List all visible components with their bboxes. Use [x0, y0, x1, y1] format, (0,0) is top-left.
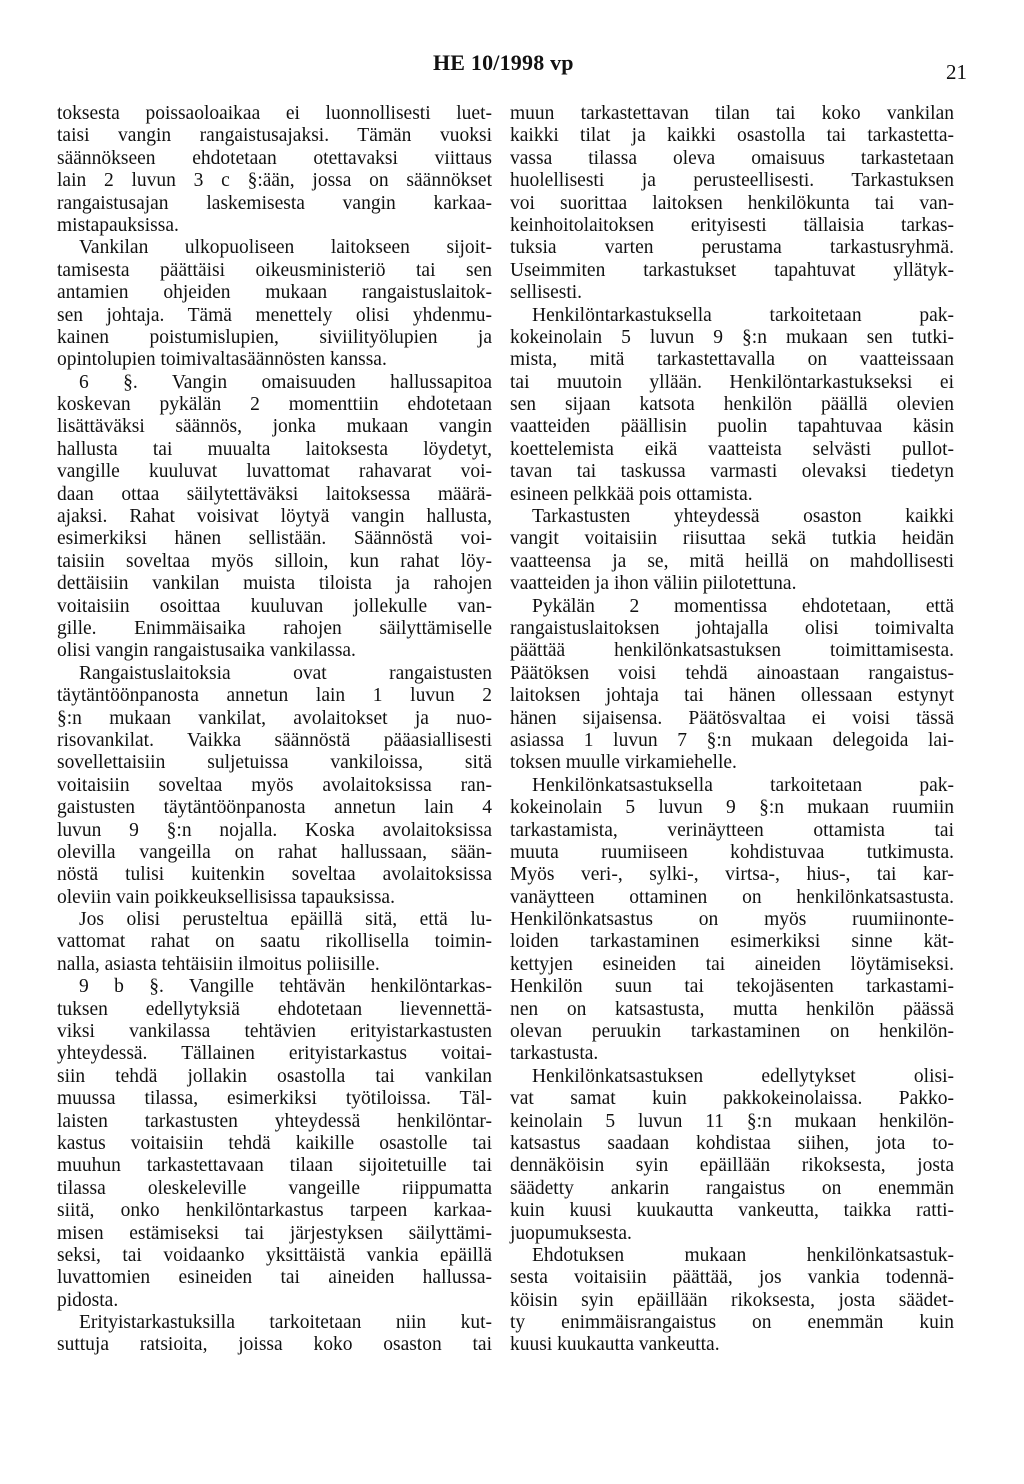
- text-line: tai muutoin yllään. Henkilöntarkastukseksi ei: [510, 371, 954, 393]
- text-line: vassa tilassa oleva omaisuus tarkastetaan: [510, 147, 954, 169]
- text-line: tarkastamista, verinäytteen ottamista tai: [510, 819, 954, 841]
- text-line: voitaisiin osoittaa kuuluvan jollekulle van-: [57, 595, 492, 617]
- text-line: Henkilönkatsastuksen edellytykset olisi-: [532, 1065, 954, 1087]
- page-number: 21: [946, 60, 967, 84]
- text-line: tamisesta päättäisi oikeusministeriö tai sen: [57, 259, 492, 281]
- text-line: Erityistarkastuksilla tarkoitetaan niin kut-: [79, 1312, 492, 1334]
- text-line: daan ottaa säilytettäväksi laitoksessa määrä-: [57, 483, 492, 505]
- text-line: olevilla vangeilla on rahat hallussaan, sään-: [57, 841, 492, 863]
- text-line: sen johtaja. Tämä menettely olisi yhdenmu-: [57, 304, 492, 326]
- text-line: Vankilan ulkopuoliseen laitokseen sijoit-: [79, 237, 492, 259]
- text-line: seksi, tai voidaanko yksittäistä vankia epäillä: [57, 1244, 492, 1266]
- text-line: rangaistusajan laskemisesta vangin karkaa-: [57, 192, 492, 214]
- text-line: juopumuksesta.: [510, 1222, 632, 1244]
- text-line: Henkilönkatsastuksella tarkoitetaan pak-: [532, 774, 954, 796]
- text-line: toksesta poissaoloaikaa ei luonnollisesti luet-: [57, 103, 492, 124]
- text-line: kaikki tilat ja kaikki osastolla tai tarkastetta-: [510, 125, 954, 147]
- text-line: kuin kuusi kuukautta vankeutta, taikka ratti-: [510, 1200, 954, 1222]
- text-line: mista, mitä tarkastettavalla on vaatteissaan: [510, 349, 954, 371]
- text-line: siin tehdä jollakin osastolla tai vankilan: [57, 1065, 492, 1087]
- text-line: pidosta.: [57, 1289, 119, 1311]
- page-header-title: HE 10/1998 vp: [433, 50, 574, 75]
- text-line: tuksen edellytyksiä ehdotetaan lievennettä-: [57, 998, 492, 1020]
- text-line: 6 §. Vangin omaisuuden hallussapitoa: [79, 371, 492, 393]
- text-line: Tarkastusten yhteydessä osaston kaikki: [532, 506, 954, 528]
- text-line: lisättäväksi säännös, jonka mukaan vangin: [57, 416, 492, 438]
- text-line: rangaistuslaitoksen johtajalla olisi toimivalta: [510, 617, 954, 639]
- text-line: toksen muulle virkamiehelle.: [510, 752, 737, 774]
- text-line: risovankilat. Vaikka säännöstä pääasiallisesti: [57, 729, 492, 751]
- text-line: Henkilöntarkastuksella tarkoitetaan pak-: [532, 304, 954, 326]
- text-line: katsastus saadaan kohdistaa siihen, jota to-: [510, 1132, 954, 1154]
- text-line: vangit voitaisiin riisuttaa sekä tutkia heidän: [510, 528, 954, 550]
- text-line: kainen poistumislupien, siviilityölupien ja: [57, 326, 492, 348]
- text-line: yhteydessä. Tällainen erityistarkastus voitai-: [57, 1043, 492, 1065]
- text-line: Ehdotuksen mukaan henkilönkatsastuk-: [532, 1244, 954, 1266]
- text-line: olevan peruukin tarkastaminen on henkilön-: [510, 1021, 954, 1043]
- text-line: tuksia varten perustama tarkastusryhmä.: [510, 237, 954, 259]
- text-line: tilassa oleskeleville vangeille riippumatta: [57, 1177, 492, 1199]
- text-line: olisi vangin rangaistusaika vankilassa.: [57, 640, 356, 662]
- text-line: keinolain 5 luvun 11 §:n mukaan henkilön-: [510, 1110, 954, 1132]
- text-line: tavan tai taskussa varmasti olevaksi tiedetyn: [510, 461, 954, 483]
- text-line: dettäisiin vankilan muista tiloista ja rahojen: [57, 573, 492, 595]
- text-line: tarkastusta.: [510, 1043, 599, 1065]
- text-line: antamien ohjeiden mukaan rangaistuslaitok-: [57, 282, 492, 304]
- text-line: loiden tarkastaminen esimerkiksi sinne kät-: [510, 931, 954, 953]
- text-line: Rangaistuslaitoksia ovat rangaistusten: [79, 662, 492, 684]
- text-line: voi suorittaa laitoksen henkilökunta tai van-: [510, 192, 954, 214]
- text-line: kettyjen esineiden tai aineiden löytämiseksi.: [510, 953, 954, 975]
- text-line: Henkilön suun tai tekojäsenten tarkastami-: [510, 976, 954, 998]
- text-line: hänen sijaisensa. Päätösvaltaa ei voisi tässä: [510, 707, 954, 729]
- text-line: Pykälän 2 momentissa ehdotetaan, että: [532, 595, 954, 617]
- text-line: koskevan pykälän 2 momenttiin ehdotetaan: [57, 394, 492, 416]
- text-line: ajaksi. Rahat voisivat löytyä vangin hallusta,: [57, 506, 492, 528]
- text-line: nöstä tulisi kuitenkin soveltaa avolaitoksissa: [57, 864, 492, 886]
- text-line: kokeinolain 5 luvun 9 §:n mukaan ruumiin: [510, 797, 954, 819]
- text-line: sellisesti.: [510, 282, 583, 304]
- left-text-column: [57, 103, 492, 1357]
- text-line: vanäytteen ottaminen on henkilönkatsastusta.: [510, 886, 954, 908]
- text-line: sen sijaan katsota henkilön päällä olevien: [510, 394, 954, 416]
- text-line: sovellettaisiin suljetuissa vankiloissa, sitä: [57, 752, 492, 774]
- text-line: asiassa 1 luvun 7 §:n mukaan delegoida lai-: [510, 729, 954, 751]
- text-line: kastus voitaisiin tehdä kaikille osastolle tai: [57, 1132, 492, 1154]
- text-line: huolellisesti ja perusteellisesti. Tarkastuksen: [510, 170, 954, 192]
- text-line: säännökseen ehdotetaan otettavaksi viittaus: [57, 147, 492, 169]
- text-line: muussa tilassa, esimerkiksi työtiloissa. Täl-: [57, 1088, 492, 1110]
- text-line: Henkilönkatsastus on myös ruumiinonte-: [510, 909, 954, 931]
- text-line: ty enimmäisrangaistus on enemmän kuin: [510, 1312, 954, 1334]
- text-line: vaatteiden päällisin puolin tapahtuvaa käsin: [510, 416, 954, 438]
- text-line: sesta voitaisiin päättää, jos vankia todennä-: [510, 1267, 954, 1289]
- text-line: täytäntöönpanosta annetun lain 1 luvun 2: [57, 685, 492, 707]
- text-line: taisi vangin rangaistusajaksi. Tämän vuoksi: [57, 125, 492, 147]
- text-line: laisten tarkastusten yhteydessä henkilöntar-: [57, 1110, 492, 1132]
- text-line: suttuja ratsioita, joissa koko osaston tai: [57, 1334, 492, 1356]
- text-line: muun tarkastettavan tilan tai koko vankilan: [510, 103, 954, 124]
- text-line: viksi vankilassa tehtävien erityistarkastusten: [57, 1021, 492, 1043]
- text-line: §:n mukaan vankilat, avolaitokset ja nuo-: [57, 707, 492, 729]
- text-line: taisiin soveltaa myös silloin, kun rahat löy-: [57, 550, 492, 572]
- text-line: keinhoitolaitoksen erityisesti tällaisia tarkas-: [510, 214, 954, 236]
- right-text-column: [510, 103, 954, 1357]
- text-line: siitä, onko henkilöntarkastus tarpeen karkaa-: [57, 1200, 492, 1222]
- text-line: koettelemista eikä vaatteista selvästi pullot-: [510, 438, 954, 460]
- text-line: vaatteiden ja ihon väliin piilotettuna.: [510, 573, 797, 595]
- text-line: esineen pelkkää pois ottamista.: [510, 483, 753, 505]
- text-line: Jos olisi perusteltua epäillä sitä, että lu-: [79, 909, 492, 931]
- text-line: muuta ruumiiseen kohdistuvaa tutkimusta.: [510, 841, 954, 863]
- text-line: oleviin vain poikkeuksellisissa tapauksissa.: [57, 886, 395, 908]
- text-line: vattomat rahat on saatu rikollisella toimin-: [57, 931, 492, 953]
- text-line: misen estämiseksi tai järjestyksen säilyttämi-: [57, 1222, 492, 1244]
- text-line: 9 b §. Vangille tehtävän henkilöntarkas-: [79, 976, 492, 998]
- text-line: voitaisiin soveltaa myös avolaitoksissa ran-: [57, 774, 492, 796]
- text-line: gaistusten täytäntöönpanosta annetun lain 4: [57, 797, 492, 819]
- text-line: köisin syin epäillään rikoksesta, josta säädet-: [510, 1289, 954, 1311]
- text-line: Myös veri-, sylki-, virtsa-, hius-, tai kar-: [510, 864, 954, 886]
- text-line: muuhun tarkastettavaan tilaan sijoitetuille tai: [57, 1155, 492, 1177]
- text-line: gille. Enimmäisaika rahojen säilyttämiselle: [57, 617, 492, 639]
- text-line: hallusta tai muualta laitoksesta löydetyt,: [57, 438, 492, 460]
- text-line: luvattomien esineiden tai aineiden hallussa-: [57, 1267, 492, 1289]
- text-line: vat samat kuin pakkokeinolaissa. Pakko-: [510, 1088, 954, 1110]
- text-line: lain 2 luvun 3 c §:ään, jossa on säännökset: [57, 170, 492, 192]
- text-line: luvun 9 §:n nojalla. Koska avolaitoksissa: [57, 819, 492, 841]
- text-line: vaatteensa ja se, mitä heillä on mahdollisesti: [510, 550, 954, 572]
- text-line: päättää henkilönkatsastuksen toimittamisesta.: [510, 640, 954, 662]
- text-line: Päätöksen voisi tehdä ainoastaan rangaistus-: [510, 662, 954, 684]
- text-line: laitoksen johtaja tai hänen ollessaan estynyt: [510, 685, 954, 707]
- text-line: nen on katsastusta, mutta henkilön päässä: [510, 998, 954, 1020]
- text-line: esimerkiksi hänen sellistään. Säännöstä voi-: [57, 528, 492, 550]
- text-line: kuusi kuukautta vankeutta.: [510, 1334, 720, 1356]
- text-line: vangille kuuluvat luvattomat rahavarat voi-: [57, 461, 492, 483]
- text-line: mistapauksissa.: [57, 214, 179, 236]
- text-line: säädetty ankarin rangaistus on enemmän: [510, 1177, 954, 1199]
- text-line: Useimmiten tarkastukset tapahtuvat yllätyk-: [510, 259, 954, 281]
- text-line: dennäköisin syin epäillään rikoksesta, josta: [510, 1155, 954, 1177]
- text-line: kokeinolain 5 luvun 9 §:n mukaan sen tutki-: [510, 326, 954, 348]
- text-line: opintolupien toimivaltasäännösten kanssa.: [57, 349, 387, 371]
- text-line: nalla, asiasta tehtäisiin ilmoitus poliisille.: [57, 953, 380, 975]
